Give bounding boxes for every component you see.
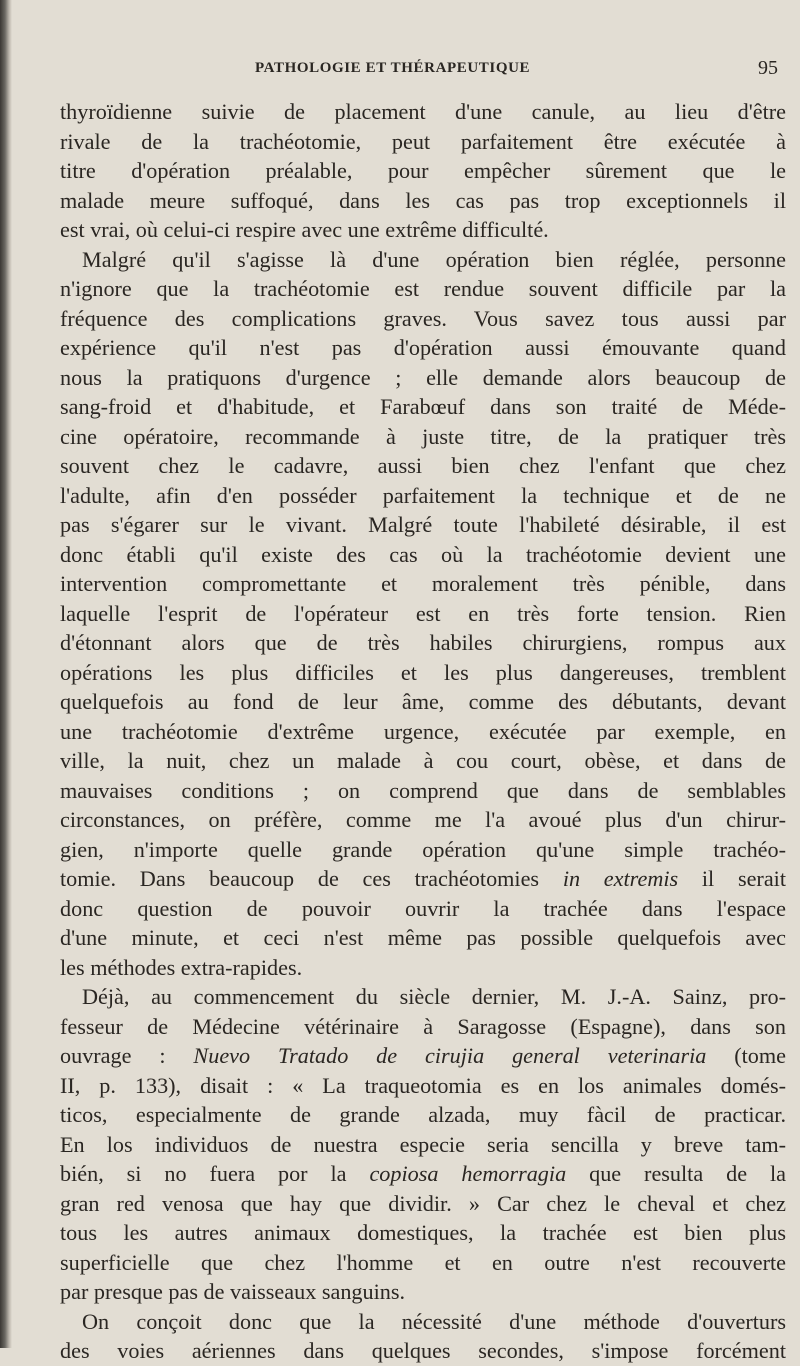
book-spine-shadow: [0, 0, 12, 1348]
text-line: nous la pratiquons d'urgence ; elle demande alors beaucoup de: [60, 364, 786, 390]
text-line: [60, 1159, 786, 1189]
text-line: II, p. 133), disait : « La traqueotomia es en los animales domés-: [60, 1072, 786, 1098]
text-line: thyroïdienne suivie de placement d'une canule, au lieu d'être: [60, 99, 786, 124]
text-line: gien, n'importe quelle grande opération qu'une simple trachéo-: [60, 836, 786, 862]
text-line: opérations les plus difficiles et les plus dangereuses, tremblent: [60, 659, 786, 685]
text-line: pas s'égarer sur le vivant. Malgré toute l'habileté désirable, il est: [60, 512, 786, 537]
text-line: donc question de pouvoir ouvrir la trachée dans l'espace: [60, 895, 786, 921]
text-line: [60, 864, 786, 894]
text-segment: que resulta de la: [566, 1161, 787, 1186]
text-segment: bién, si no fuera por la: [60, 1161, 370, 1186]
text-line: n'ignore que la trachéotomie est rendue souvent difficile par la: [60, 276, 786, 301]
text-line: une trachéotomie d'extrême urgence, exécutée par exemple, en: [60, 718, 786, 744]
text-line: circonstances, on préfère, comme me l'a avoué plus d'un chirur-: [60, 807, 786, 832]
text-line: d'étonnant alors que de très habiles chirurgiens, rompus aux: [60, 630, 786, 655]
text-line: des voies aériennes dans quelques secondes, s'impose forcément: [60, 1338, 786, 1363]
page-number: 95: [758, 57, 778, 79]
text-line: quelquefois au fond de leur âme, comme des débutants, devant: [60, 689, 786, 714]
italic-text: in extremis: [562, 866, 679, 891]
text-line: d'une minute, et ceci n'est même pas possible quelquefois avec: [60, 925, 786, 950]
text-line: est vrai, où celui-ci respire avec une extrême difficulté.: [60, 217, 549, 242]
text-line: ticos, especialmente de grande alzada, muy fàcil de practicar.: [60, 1102, 786, 1127]
text-line: les méthodes extra-rapides.: [60, 954, 303, 980]
text-line: l'adulte, afin d'en posséder parfaitement la technique et de ne: [60, 482, 786, 508]
text-line: gran red venosa que hay que dividir. » Car chez le cheval et chez: [60, 1190, 786, 1216]
text-line: cine opératoire, recommande à juste titre, de la pratiquer très: [60, 423, 786, 449]
text-line: En los individuos de nuestra especie seria sencilla y breve tam-: [60, 1131, 786, 1157]
body-text: [60, 97, 786, 1366]
text-line: [60, 1041, 786, 1071]
text-line: malade meure suffoqué, dans les cas pas trop exceptionnels il: [60, 187, 786, 213]
text-line: rivale de la trachéotomie, peut parfaitement être exécutée à: [60, 128, 786, 154]
text-line: ville, la nuit, chez un malade à cou court, obèse, et dans de: [60, 748, 786, 773]
text-line: expérience qu'il n'est pas d'opération aussi émouvante quand: [60, 335, 786, 360]
text-segment: ouvrage :: [60, 1043, 194, 1068]
text-line: fréquence des complications graves. Vous savez tous aussi par: [60, 305, 786, 331]
text-line: mauvaises conditions ; on comprend que dans de semblables: [60, 777, 786, 803]
text-line: intervention compromettante et moralement très pénible, dans: [60, 571, 786, 596]
text-line: On conçoit donc que la nécessité d'une méthode d'ouverturs: [82, 1308, 786, 1334]
text-line: sang-froid et d'habitude, et Farabœuf dans son traité de Méde-: [60, 394, 786, 419]
text-line: superficielle que chez l'homme et en outre n'est recouverte: [60, 1249, 786, 1275]
text-line: titre d'opération préalable, pour empêcher sûrement que le: [60, 158, 786, 183]
text-segment: tomie. Dans beaucoup de ces trachéotomies: [60, 866, 563, 891]
running-head: PATHOLOGIE ET THÉRAPEUTIQUE: [255, 60, 531, 76]
text-line: laquelle l'esprit de l'opérateur est en très forte tension. Rien: [60, 600, 786, 626]
italic-text: copiosa hemorragia: [369, 1161, 567, 1186]
text-line: fesseur de Médecine vétérinaire à Saragosse (Espagne), dans son: [60, 1013, 786, 1039]
italic-text: Nuevo Tratado de cirujia general veterinaria: [193, 1043, 707, 1068]
text-line: Malgré qu'il s'agisse là d'une opération bien réglée, personne: [82, 246, 786, 272]
text-line: souvent chez le cadavre, aussi bien chez l'enfant que chez: [60, 453, 786, 478]
text-line: Déjà, au commencement du siècle dernier, M. J.-A. Sainz, pro-: [82, 984, 786, 1009]
page-header: [255, 57, 778, 84]
text-line: tous les autres animaux domestiques, la trachée est bien plus: [60, 1220, 786, 1245]
text-segment: il serait: [678, 866, 786, 891]
text-segment: (tome: [706, 1043, 786, 1068]
text-line: donc établi qu'il existe des cas où la trachéotomie devient une: [60, 541, 786, 567]
text-line: par presque pas de vaisseaux sanguins.: [60, 1279, 406, 1304]
